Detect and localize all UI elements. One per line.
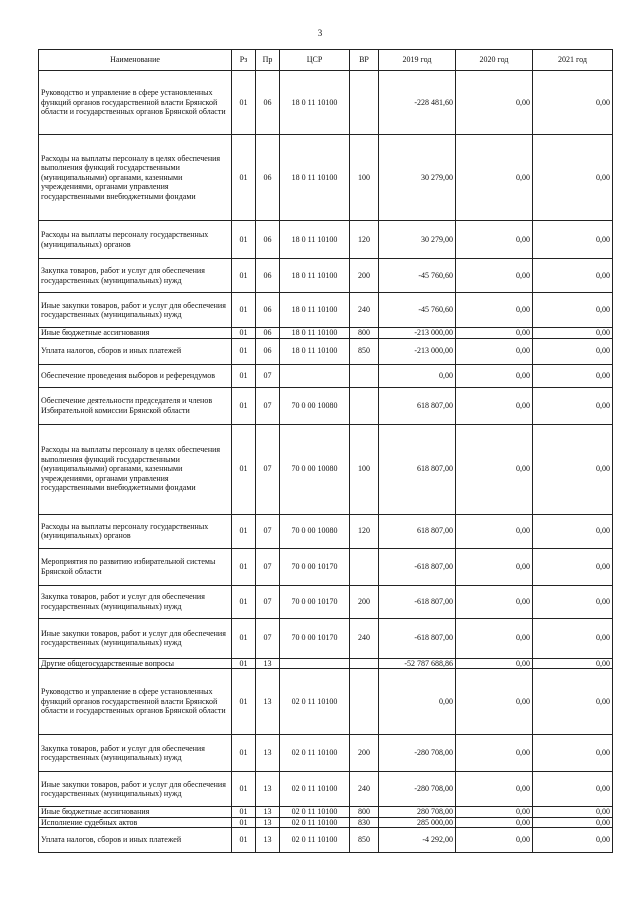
cell-vr <box>350 364 379 387</box>
cell-pr: 06 <box>256 328 280 339</box>
cell-2020: 0,00 <box>456 293 533 328</box>
cell-csr: 70 0 00 10080 <box>280 424 350 514</box>
cell-vr: 120 <box>350 221 379 259</box>
cell-csr: 70 0 00 10170 <box>280 618 350 658</box>
cell-2019: 0,00 <box>379 364 456 387</box>
cell-2019: 285 000,00 <box>379 817 456 828</box>
table-row <box>39 828 613 853</box>
cell-pr: 13 <box>256 807 280 818</box>
cell-2019: 0,00 <box>379 669 456 735</box>
table-row <box>39 221 613 259</box>
cell-2020: 0,00 <box>456 424 533 514</box>
cell-csr: 18 0 11 10100 <box>280 221 350 259</box>
table-row <box>39 514 613 548</box>
cell-2019: -45 760,60 <box>379 293 456 328</box>
cell-rz: 01 <box>232 514 256 548</box>
cell-2020: 0,00 <box>456 548 533 585</box>
cell-2021: 0,00 <box>533 817 613 828</box>
cell-2021: 0,00 <box>533 221 613 259</box>
header-name: Наименование <box>39 50 232 71</box>
cell-csr: 70 0 00 10080 <box>280 514 350 548</box>
cell-rz: 01 <box>232 71 256 135</box>
cell-vr <box>350 387 379 424</box>
cell-2019: -618 807,00 <box>379 548 456 585</box>
cell-2021: 0,00 <box>533 338 613 364</box>
cell-pr: 13 <box>256 772 280 807</box>
cell-2019: 30 279,00 <box>379 221 456 259</box>
cell-pr: 06 <box>256 221 280 259</box>
cell-2021: 0,00 <box>533 658 613 669</box>
cell-vr: 240 <box>350 293 379 328</box>
cell-rz: 01 <box>232 669 256 735</box>
cell-rz: 01 <box>232 585 256 618</box>
cell-2020: 0,00 <box>456 807 533 818</box>
table-row <box>39 135 613 221</box>
cell-vr: 100 <box>350 424 379 514</box>
cell-csr: 02 0 11 10100 <box>280 669 350 735</box>
cell-2020: 0,00 <box>456 259 533 293</box>
cell-2019: -4 292,00 <box>379 828 456 853</box>
cell-rz: 01 <box>232 387 256 424</box>
cell-name: Расходы на выплаты персоналу государственных (муниципальных) органов <box>39 221 232 259</box>
cell-rz: 01 <box>232 735 256 772</box>
table-row <box>39 424 613 514</box>
cell-2020: 0,00 <box>456 364 533 387</box>
cell-vr: 850 <box>350 828 379 853</box>
cell-csr: 02 0 11 10100 <box>280 772 350 807</box>
cell-csr: 02 0 11 10100 <box>280 817 350 828</box>
cell-2021: 0,00 <box>533 807 613 818</box>
cell-vr <box>350 548 379 585</box>
cell-2021: 0,00 <box>533 387 613 424</box>
cell-2019: -45 760,60 <box>379 259 456 293</box>
cell-pr: 07 <box>256 514 280 548</box>
cell-2019: -280 708,00 <box>379 772 456 807</box>
cell-pr: 06 <box>256 338 280 364</box>
cell-rz: 01 <box>232 364 256 387</box>
cell-2021: 0,00 <box>533 772 613 807</box>
cell-2019: -618 807,00 <box>379 585 456 618</box>
cell-name: Другие общегосударственные вопросы <box>39 658 232 669</box>
cell-pr: 06 <box>256 71 280 135</box>
cell-vr: 850 <box>350 338 379 364</box>
cell-rz: 01 <box>232 221 256 259</box>
cell-2020: 0,00 <box>456 387 533 424</box>
table-row <box>39 387 613 424</box>
cell-2021: 0,00 <box>533 669 613 735</box>
cell-rz: 01 <box>232 338 256 364</box>
cell-2021: 0,00 <box>533 514 613 548</box>
cell-2020: 0,00 <box>456 135 533 221</box>
cell-2021: 0,00 <box>533 328 613 339</box>
cell-name: Иные бюджетные ассигнования <box>39 328 232 339</box>
cell-rz: 01 <box>232 328 256 339</box>
cell-2021: 0,00 <box>533 135 613 221</box>
cell-pr: 13 <box>256 828 280 853</box>
cell-name: Расходы на выплаты персоналу в целях обеспечения выполнения функций государственными (муниципальными) органами, казенными учреждениями, органами управления государственными внебюджетными фондами <box>39 135 232 221</box>
cell-2019: 618 807,00 <box>379 424 456 514</box>
cell-pr: 13 <box>256 817 280 828</box>
cell-name: Мероприятия по развитию избирательной системы Брянской области <box>39 548 232 585</box>
cell-2021: 0,00 <box>533 828 613 853</box>
cell-name: Иные закупки товаров, работ и услуг для обеспечения государственных (муниципальных) нужд <box>39 772 232 807</box>
cell-pr: 07 <box>256 364 280 387</box>
cell-vr: 800 <box>350 807 379 818</box>
cell-csr: 70 0 00 10080 <box>280 387 350 424</box>
table-row <box>39 669 613 735</box>
cell-2020: 0,00 <box>456 828 533 853</box>
cell-vr: 200 <box>350 259 379 293</box>
cell-2021: 0,00 <box>533 618 613 658</box>
cell-name: Закупка товаров, работ и услуг для обеспечения государственных (муниципальных) нужд <box>39 585 232 618</box>
table-row <box>39 293 613 328</box>
header-rz: Рз <box>232 50 256 71</box>
cell-pr: 07 <box>256 618 280 658</box>
cell-pr: 07 <box>256 548 280 585</box>
cell-2020: 0,00 <box>456 514 533 548</box>
cell-name: Иные закупки товаров, работ и услуг для обеспечения государственных (муниципальных) нужд <box>39 618 232 658</box>
table-row <box>39 618 613 658</box>
cell-pr: 13 <box>256 669 280 735</box>
table-row <box>39 548 613 585</box>
cell-2020: 0,00 <box>456 772 533 807</box>
cell-rz: 01 <box>232 772 256 807</box>
table-row <box>39 772 613 807</box>
header-2021: 2021 год <box>533 50 613 71</box>
table-row <box>39 328 613 339</box>
cell-rz: 01 <box>232 817 256 828</box>
cell-csr: 70 0 00 10170 <box>280 548 350 585</box>
cell-vr: 800 <box>350 328 379 339</box>
cell-2019: 618 807,00 <box>379 514 456 548</box>
cell-name: Закупка товаров, работ и услуг для обеспечения государственных (муниципальных) нужд <box>39 259 232 293</box>
cell-vr: 240 <box>350 772 379 807</box>
cell-2021: 0,00 <box>533 585 613 618</box>
cell-name: Исполнение судебных актов <box>39 817 232 828</box>
cell-name: Обеспечение деятельности председателя и членов Избирательной комиссии Брянской области <box>39 387 232 424</box>
cell-pr: 13 <box>256 735 280 772</box>
cell-csr: 02 0 11 10100 <box>280 735 350 772</box>
table-row <box>39 658 613 669</box>
page-number: 3 <box>317 28 323 38</box>
cell-csr: 18 0 11 10100 <box>280 135 350 221</box>
cell-name: Расходы на выплаты персоналу государственных (муниципальных) органов <box>39 514 232 548</box>
cell-vr <box>350 71 379 135</box>
cell-name: Иные бюджетные ассигнования <box>39 807 232 818</box>
table-row <box>39 364 613 387</box>
cell-name: Уплата налогов, сборов и иных платежей <box>39 338 232 364</box>
cell-rz: 01 <box>232 259 256 293</box>
cell-rz: 01 <box>232 135 256 221</box>
cell-2019: -228 481,60 <box>379 71 456 135</box>
cell-2019: -52 787 688,86 <box>379 658 456 669</box>
table-row <box>39 807 613 818</box>
cell-name: Закупка товаров, работ и услуг для обеспечения государственных (муниципальных) нужд <box>39 735 232 772</box>
cell-2020: 0,00 <box>456 735 533 772</box>
cell-rz: 01 <box>232 293 256 328</box>
cell-2020: 0,00 <box>456 338 533 364</box>
cell-2020: 0,00 <box>456 585 533 618</box>
table-row <box>39 817 613 828</box>
cell-2019: -280 708,00 <box>379 735 456 772</box>
cell-pr: 07 <box>256 424 280 514</box>
cell-2021: 0,00 <box>533 548 613 585</box>
cell-vr: 240 <box>350 618 379 658</box>
table-row <box>39 338 613 364</box>
cell-2021: 0,00 <box>533 424 613 514</box>
table-row <box>39 735 613 772</box>
table-header-row <box>39 50 613 71</box>
header-2020: 2020 год <box>456 50 533 71</box>
cell-name: Расходы на выплаты персоналу в целях обеспечения выполнения функций государственными (муниципальными) органами, казенными учреждениями, органами управления государственными внебюджетными фондами <box>39 424 232 514</box>
cell-csr: 18 0 11 10100 <box>280 293 350 328</box>
table-row <box>39 585 613 618</box>
cell-2020: 0,00 <box>456 618 533 658</box>
cell-2019: 30 279,00 <box>379 135 456 221</box>
header-csr: ЦСР <box>280 50 350 71</box>
cell-rz: 01 <box>232 658 256 669</box>
cell-csr: 18 0 11 10100 <box>280 328 350 339</box>
cell-2021: 0,00 <box>533 71 613 135</box>
budget-table <box>38 49 613 853</box>
cell-pr: 06 <box>256 259 280 293</box>
cell-pr: 13 <box>256 658 280 669</box>
cell-2020: 0,00 <box>456 221 533 259</box>
cell-vr: 120 <box>350 514 379 548</box>
cell-vr: 200 <box>350 735 379 772</box>
cell-2019: 618 807,00 <box>379 387 456 424</box>
cell-2019: -618 807,00 <box>379 618 456 658</box>
cell-pr: 06 <box>256 293 280 328</box>
cell-2020: 0,00 <box>456 328 533 339</box>
cell-csr <box>280 364 350 387</box>
cell-2021: 0,00 <box>533 259 613 293</box>
cell-name: Руководство и управление в сфере установленных функций органов государственной власти Брянской области и государственных органов Брянской области <box>39 669 232 735</box>
cell-rz: 01 <box>232 807 256 818</box>
cell-rz: 01 <box>232 828 256 853</box>
cell-pr: 07 <box>256 387 280 424</box>
cell-csr: 02 0 11 10100 <box>280 828 350 853</box>
header-2019: 2019 год <box>379 50 456 71</box>
cell-vr: 200 <box>350 585 379 618</box>
cell-csr: 18 0 11 10100 <box>280 71 350 135</box>
cell-vr <box>350 658 379 669</box>
cell-2021: 0,00 <box>533 364 613 387</box>
cell-2020: 0,00 <box>456 658 533 669</box>
cell-csr: 18 0 11 10100 <box>280 338 350 364</box>
cell-name: Уплата налогов, сборов и иных платежей <box>39 828 232 853</box>
cell-2021: 0,00 <box>533 293 613 328</box>
table-row <box>39 259 613 293</box>
cell-2019: -213 000,00 <box>379 328 456 339</box>
cell-rz: 01 <box>232 548 256 585</box>
cell-2019: -213 000,00 <box>379 338 456 364</box>
table-row <box>39 71 613 135</box>
cell-name: Руководство и управление в сфере установленных функций органов государственной власти Брянской области и государственных органов Брянской области <box>39 71 232 135</box>
cell-name: Иные закупки товаров, работ и услуг для обеспечения государственных (муниципальных) нужд <box>39 293 232 328</box>
cell-2020: 0,00 <box>456 669 533 735</box>
cell-pr: 06 <box>256 135 280 221</box>
cell-vr: 100 <box>350 135 379 221</box>
cell-2020: 0,00 <box>456 817 533 828</box>
header-vr: ВР <box>350 50 379 71</box>
cell-2021: 0,00 <box>533 735 613 772</box>
cell-csr: 70 0 00 10170 <box>280 585 350 618</box>
cell-csr: 18 0 11 10100 <box>280 259 350 293</box>
cell-pr: 07 <box>256 585 280 618</box>
cell-name: Обеспечение проведения выборов и референдумов <box>39 364 232 387</box>
cell-csr <box>280 658 350 669</box>
cell-vr <box>350 669 379 735</box>
cell-rz: 01 <box>232 424 256 514</box>
cell-2019: 280 708,00 <box>379 807 456 818</box>
cell-2020: 0,00 <box>456 71 533 135</box>
header-pr: Пр <box>256 50 280 71</box>
cell-rz: 01 <box>232 618 256 658</box>
cell-vr: 830 <box>350 817 379 828</box>
cell-csr: 02 0 11 10100 <box>280 807 350 818</box>
